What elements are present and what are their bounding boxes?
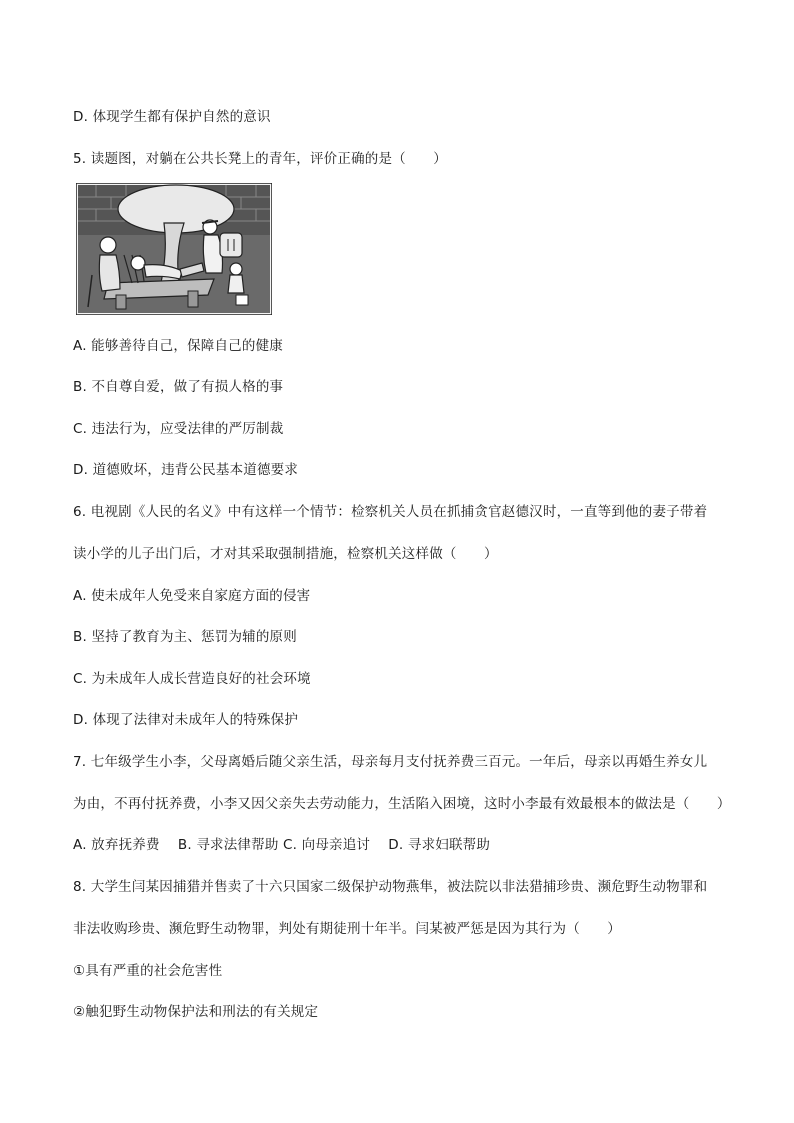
line-d-q4: D. 体现学生都有保护自然的意识 — [73, 109, 271, 125]
cartoon-figure — [76, 183, 272, 315]
question-7-line-1: 7. 七年级学生小李，父母离婚后随父亲生活，母亲每月支付抚养费三百元。一年后，母亲以再婚生养女儿 — [73, 754, 708, 770]
question-6-line-1: 6. 电视剧《人民的名义》中有这样一个情节：检察机关人员在抓捕贪官赵德汉时，一直等到他的妻子带着 — [73, 504, 708, 520]
option-5d: D. 道德败坏，违背公民基本道德要求 — [73, 462, 299, 478]
option-6c: C. 为未成年人成长营造良好的社会环境 — [73, 671, 311, 687]
option-5c: C. 违法行为，应受法律的严厉制裁 — [73, 421, 284, 437]
question-6-line-2: 读小学的儿子出门后，才对其采取强制措施，检察机关这样做（ ） — [73, 546, 498, 562]
option-5a: A. 能够善待自己，保障自己的健康 — [73, 338, 283, 354]
option-6d: D. 体现了法律对未成年人的特殊保护 — [73, 712, 299, 728]
question-8-line-2: 非法收购珍贵、濒危野生动物罪，判处有期徒刑十年半。闫某被严惩是因为其行为（ ） — [73, 921, 621, 937]
option-6a: A. 使未成年人免受来自家庭方面的侵害 — [73, 588, 311, 604]
question-8-line-1: 8. 大学生闫某因捕猎并售卖了十六只国家二级保护动物燕隼，被法院以非法猎捕珍贵、濒危野生动物罪和 — [73, 879, 708, 895]
question-5: 5. 读题图，对躺在公共长凳上的青年，评价正确的是（ ） — [73, 151, 447, 167]
statement-8-2: ②触犯野生动物保护法和刑法的有关规定 — [73, 1004, 319, 1020]
question-7-line-2: 为由，不再付抚养费，小李又因父亲失去劳动能力，生活陷入困境，这时小李最有效最根本的做法是（ ） — [73, 796, 731, 812]
option-5b: B. 不自尊自爱，做了有损人格的事 — [73, 379, 284, 395]
statement-8-1: ①具有严重的社会危害性 — [73, 963, 223, 979]
options-7: A. 放弃抚养费 B. 寻求法律帮助 C. 向母亲追讨 D. 寻求妇联帮助 — [73, 837, 491, 853]
option-6b: B. 坚持了教育为主、惩罚为辅的原则 — [73, 629, 297, 645]
